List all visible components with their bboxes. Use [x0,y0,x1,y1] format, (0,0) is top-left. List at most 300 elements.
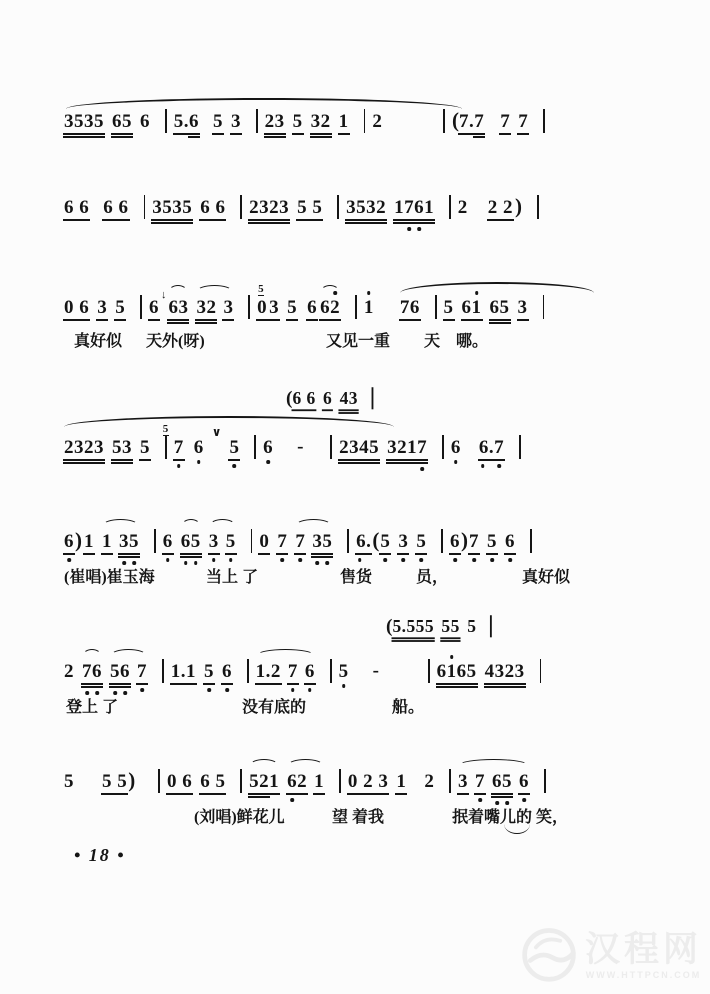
low-octave-dot [407,227,411,231]
note [490,298,510,317]
beam-line [473,136,485,138]
low-octave-dot [453,558,457,562]
measure-row [64,423,684,459]
note-digits: 5 [338,661,349,682]
beam-line [264,133,286,135]
phrase-slur [66,98,462,109]
slur-group [181,532,201,551]
beam-line [63,133,105,135]
page-number: • 18 • [74,845,126,865]
note [462,298,482,317]
note [115,298,125,317]
note-digits: 5 [292,111,303,132]
note-digits: 76 [82,661,102,682]
note [213,112,223,131]
breath-mark: ∨ [211,425,222,439]
note [400,298,420,317]
note-digits: 3 [458,771,468,792]
note [392,618,434,635]
music-system [64,614,684,716]
note [229,438,239,457]
note-digits: 6. [356,531,372,552]
bar-line [537,195,539,219]
bar-line [140,295,142,319]
low-octave-dot [290,798,294,802]
note-digits: 5 [115,297,126,318]
parenthesis: ) [75,528,82,552]
note [174,112,189,131]
slur-group [458,772,529,791]
beam-line [443,319,455,321]
beam-line [111,136,133,138]
slur-group [295,532,332,551]
bar-line [247,659,249,683]
note [171,662,196,681]
note [323,390,332,407]
beam-line [118,553,140,555]
note-digits: 6 [221,661,232,682]
note-digits: 3535 [152,197,193,218]
beam-line [319,319,341,321]
note [84,532,94,551]
beam-line [489,319,511,321]
note-digits: 7 [474,111,485,132]
beam-line [63,462,105,464]
lyric: 抿着嘴儿的 笑， [452,809,569,826]
bar-line [355,295,357,319]
beam-line [111,459,133,461]
note-digits: 1.1 [170,661,196,682]
note-digits: 6 6 [200,197,226,218]
note [288,662,298,681]
parenthesis: ( [286,386,293,409]
note [200,772,225,791]
beam-line [304,683,316,685]
note [82,662,102,681]
note-digits: 5 5 [102,771,128,792]
low-octave-dot [207,688,211,692]
beam-line [489,322,511,324]
watermark-site-url: WWW.HTTPCN.COM [585,969,702,980]
note [103,198,128,217]
beam-line [81,686,103,688]
beam-line [63,136,105,138]
beam-line [203,683,215,685]
beam-line [173,459,185,461]
note [416,532,426,551]
beam-line [292,409,317,411]
note-digits: 1 [84,531,94,552]
beam-line [311,553,333,555]
beam-line [166,793,193,795]
note-digits: 0 6 [166,771,193,792]
beam-line [212,133,224,135]
note-digits: 6 6 [64,197,90,218]
note [64,198,89,217]
beam-line [170,683,197,685]
low-octave-dot [67,558,71,562]
note-digits: 5 [225,531,236,552]
note [204,662,214,681]
note [444,298,454,317]
beam-line [379,553,391,555]
low-octave-dot [281,558,285,562]
dash-rest: - [372,660,379,681]
beam-line [248,219,290,221]
note [458,772,468,791]
bar-line [530,529,532,553]
note-digits: 5 [203,661,214,682]
beam-line [338,133,350,135]
note [64,438,104,457]
low-octave-dot [342,684,346,688]
note-digits: 32 [196,297,217,318]
note-digits: 6 [304,661,315,682]
note [263,438,273,457]
note-digits: 3 [208,531,219,552]
beam-line [151,222,193,224]
beam-line [208,553,220,555]
beam-line [415,553,427,555]
beam-line [486,553,498,555]
bar-line [248,295,250,319]
note [256,662,281,681]
low-octave-dot [212,558,216,562]
high-octave-dot [333,291,337,295]
beam-line [306,319,318,321]
beam-line [109,686,131,688]
note-digits: 7 [518,111,529,132]
parenthesis: ( [386,614,393,637]
note [305,662,315,681]
low-octave-dot [417,227,421,231]
note [149,298,159,317]
note [258,283,280,318]
low-octave-dot [420,558,424,562]
note-digits: 5 [443,297,454,318]
note [424,772,434,791]
note-digits: 5 [229,437,240,458]
note-digits: 65 [489,297,510,318]
beam-line [322,409,333,411]
note-digits: 7 [287,661,298,682]
beam-line [139,459,151,461]
lyric: 当上 了 [206,569,259,586]
note [494,438,504,457]
bar-line [449,769,451,793]
beam-line [345,222,387,224]
slur-group [196,298,233,317]
note-digits: 7 [494,437,505,458]
note [119,532,139,551]
beam-line [63,219,90,221]
pickup-notes [286,386,380,409]
bar-line [165,109,167,133]
note-digits: 7. [459,111,475,132]
note [265,112,285,131]
beam-line [286,793,308,795]
lyric: 哪。 [456,333,489,350]
note-digits: 2 [457,197,468,218]
beam-line [228,459,240,461]
note [346,198,386,217]
measure-row [64,108,684,133]
note [387,438,427,457]
note-digits: 0 6 [64,297,90,318]
low-octave-dot [454,460,458,464]
note-digits: 5 [487,531,497,552]
bar-line [372,387,374,409]
spacer [311,438,323,439]
note [295,532,305,551]
note [196,298,216,317]
note-digits: 7 [469,531,479,552]
beam-line [96,319,108,321]
low-octave-dot [358,558,362,562]
note-digits: 6 [450,437,461,458]
bar-line [240,195,242,219]
watermark-text [584,929,702,980]
note [474,112,484,131]
note [475,772,485,791]
watermark-site-name: 汉程网 [584,929,702,969]
note [102,772,127,791]
note [200,198,225,217]
note [292,390,315,407]
beam-line [399,319,421,321]
beam-line [310,136,332,138]
note [398,532,408,551]
beam-line [167,319,189,321]
note [451,438,461,457]
beam-line [167,322,189,324]
note-digits: 1 [269,771,280,792]
low-octave-dot [420,467,424,471]
note [209,532,219,551]
slur-group [110,662,147,681]
music-system [64,194,684,219]
low-octave-dot [497,464,501,468]
lyric: 天外(呀) [146,333,205,350]
bar-line [543,295,545,319]
beam-line [248,222,290,224]
beam-line [484,683,526,685]
lyric: (崔唱)崔玉海 [64,569,155,586]
low-octave-dot [166,558,170,562]
note-digits: 35 [119,531,139,552]
beam-line [111,133,133,135]
beam-line [264,136,286,138]
low-octave-dot [522,798,526,802]
beam-line [436,686,478,688]
bar-line [254,435,256,459]
note-digits: 6 6 [292,389,316,409]
watermark [519,923,702,988]
low-octave-dot [490,558,494,562]
note [112,112,132,131]
beam-line [517,133,529,135]
note [259,532,269,551]
bar-line [144,195,146,219]
beam-line [468,553,480,555]
note [231,112,241,131]
note [441,618,459,635]
note-digits: 6 [193,437,204,458]
beam-line [484,686,526,688]
beam-line [151,219,193,221]
note-digits: 6 [307,297,318,318]
lyric: 登上 了 [66,699,119,716]
note [226,532,236,551]
note-digits: 65 [112,111,132,132]
note [137,662,147,681]
beam-line [392,637,435,639]
beam-line [63,319,90,321]
note-digits: 3 [97,297,108,318]
measure-row [64,194,684,219]
note-digits: 3 [223,297,234,318]
low-octave-dot [197,460,201,464]
slur-group [249,772,279,791]
note [459,112,474,131]
beam-line [248,796,270,798]
note [223,298,233,317]
beam-line [436,683,478,685]
note [479,438,494,457]
note-digits: 3 [269,297,280,318]
beam-line [491,793,513,795]
note-digits: 6 [140,111,150,132]
lyric: 又见一重 [326,333,391,350]
note [257,298,267,317]
note [372,112,382,131]
high-octave-dot [450,655,454,659]
bar-line [443,109,445,133]
slur-group [256,662,315,681]
beam-line [258,553,270,555]
parenthesis: ) [515,194,522,218]
beam-line [493,459,505,461]
note-digits: 7 [173,437,184,458]
note [469,532,479,551]
note [168,298,188,317]
note-digits: 1.2 [255,661,281,682]
spacer [382,298,400,299]
note [311,112,331,131]
beam-line [457,793,469,795]
bar-line [251,529,253,553]
beam-line [188,133,200,135]
beam-line [449,553,461,555]
note [249,198,289,217]
parenthesis: ) [128,768,136,792]
music-system [64,528,684,586]
beam-line [63,553,75,555]
note [249,772,269,791]
beam-line [101,553,113,555]
note-digits: 62 [320,297,341,318]
low-octave-dot [316,561,320,565]
note-digits: 65 [492,771,512,792]
note-digits: 65 [180,531,201,552]
spacer [414,772,424,773]
note-digits: 6 [505,531,515,552]
low-octave-dot [266,460,270,464]
bar-line [519,435,521,459]
low-octave-dot [478,798,482,802]
note [458,198,468,217]
music-system [64,386,684,459]
lyric: 员， [416,569,449,586]
beam-line [199,219,226,221]
spacer [281,438,297,439]
note-digits: 4323 [484,661,525,682]
beam-line [473,133,485,135]
bar-line [490,615,492,637]
bar-line [442,435,444,459]
note-digits: 7 [295,531,306,552]
note-digits: 2 [372,111,383,132]
beam-line [474,793,486,795]
note-digits: 5 [467,617,477,637]
beam-line [294,553,306,555]
beam-line [395,793,407,795]
note [277,532,287,551]
spacer [469,438,479,439]
bar-line [543,109,545,133]
beam-line [268,793,280,795]
note-digits: 2 2 [487,197,513,218]
beam-line [83,553,95,555]
music-system [64,108,684,133]
note [339,438,379,457]
beam-line [180,556,202,558]
bar-line [240,769,242,793]
note [64,532,74,551]
grace-note: 5 [258,283,265,295]
slur-group [320,298,340,317]
note [307,298,317,317]
spacer [387,662,421,663]
low-octave-dot [291,688,295,692]
note [222,662,232,681]
note [181,532,201,551]
note [487,532,497,551]
spacer [492,112,500,113]
note-digits: 23 [264,111,285,132]
note-digits: 3217 [387,437,428,458]
beam-line [195,319,217,321]
beam-line [517,319,529,321]
note-digits: 7 [500,111,511,132]
bar-line [428,659,430,683]
high-octave-dot [367,291,371,295]
note [293,112,303,131]
beam-line [339,409,359,411]
beam-line [311,556,333,558]
bar-line [364,109,366,133]
note [437,662,477,681]
note-digits: 32 [310,111,331,132]
note-digits: 7 [137,661,147,682]
beam-line [355,553,372,555]
note-digits: 6 5 [200,771,226,792]
beam-line [222,319,234,321]
lyric: 望 着我 [332,809,385,826]
beam-line [188,136,200,138]
beam-line [162,553,174,555]
beam-line [386,459,428,461]
